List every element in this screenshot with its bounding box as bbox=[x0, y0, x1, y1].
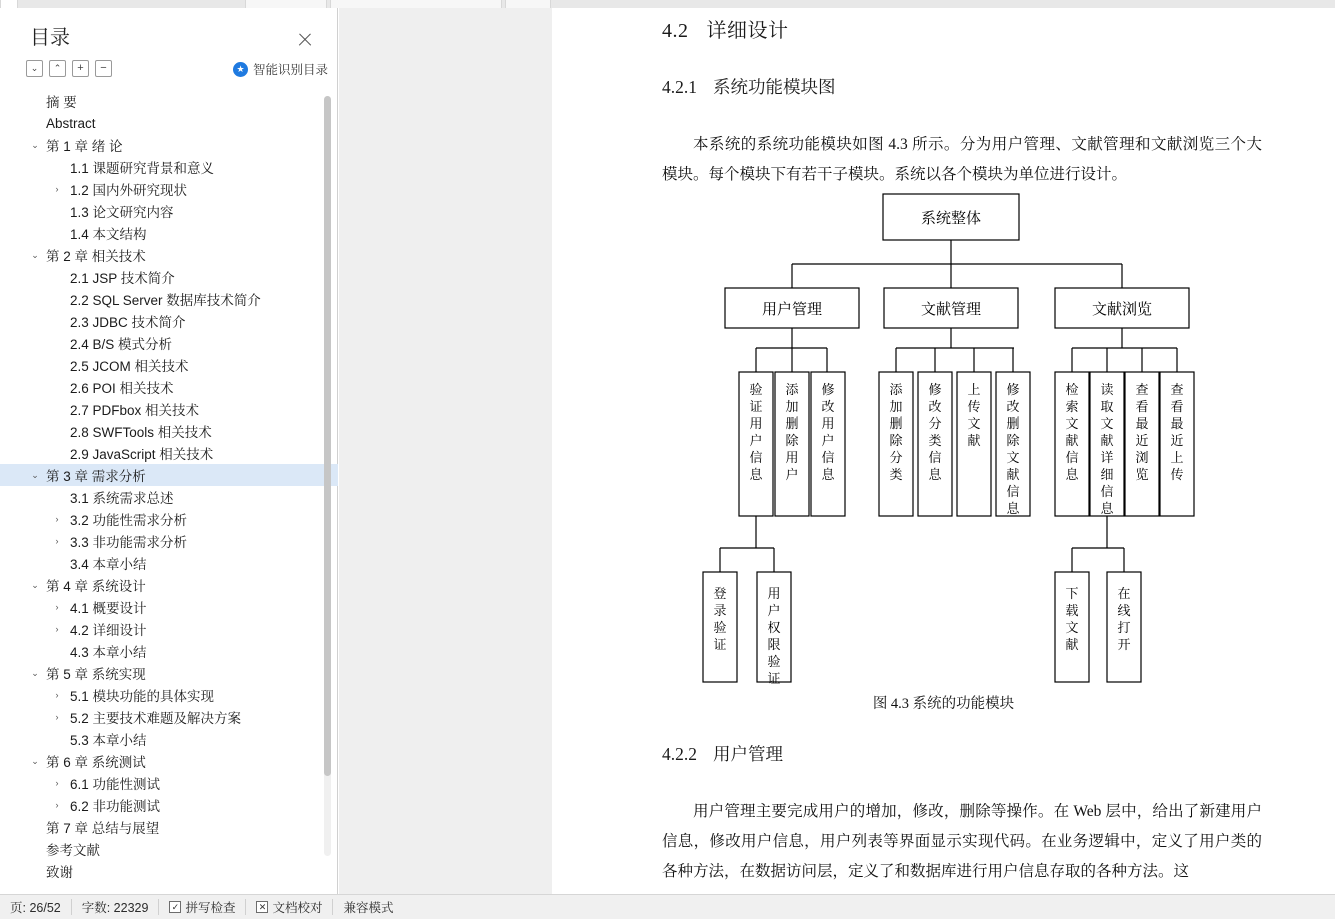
chevron-down-icon[interactable]: ⌄ bbox=[31, 579, 39, 590]
smart-toc-button[interactable] bbox=[233, 60, 328, 78]
outline-item-label: 1.2 国内外研究现状 bbox=[70, 183, 188, 198]
chevron-down-icon: ⌄ bbox=[30, 63, 39, 73]
diagram-leaf-3-4: 查看最近上传 bbox=[1170, 382, 1184, 482]
expand-all-button[interactable] bbox=[49, 60, 66, 77]
outline-item-label: 3.1 系统需求总述 bbox=[70, 491, 174, 506]
proofread-icon: ✕ bbox=[256, 901, 268, 913]
outline-item-label: 第 3 章 需求分析 bbox=[46, 469, 146, 484]
heading-4-2-2-number: 4.2.2 bbox=[662, 744, 697, 764]
no-caret-icon bbox=[50, 204, 64, 218]
outline-item-label: 第 6 章 系统测试 bbox=[46, 755, 146, 770]
smart-toc-label: 智能识别目录 bbox=[252, 63, 328, 77]
no-caret-icon bbox=[50, 226, 64, 240]
document-content bbox=[552, 8, 1335, 894]
spellcheck-icon: ✓ bbox=[169, 901, 181, 913]
outline-item-label: 4.1 概要设计 bbox=[70, 601, 147, 616]
diagram-node-root: 系统整体 bbox=[920, 210, 982, 227]
outline-item[interactable] bbox=[0, 90, 338, 112]
collapse-one-level-button[interactable] bbox=[95, 60, 112, 77]
chevron-up-icon: ⌃ bbox=[53, 63, 62, 73]
outline-item[interactable] bbox=[0, 860, 338, 882]
tab-remnant-4[interactable] bbox=[505, 0, 551, 8]
outline-item-label: 参考文献 bbox=[46, 843, 100, 858]
diagram-node-branch-1: 用户管理 bbox=[761, 301, 823, 318]
outline-item[interactable] bbox=[0, 442, 338, 464]
chevron-right-icon[interactable]: › bbox=[55, 514, 59, 524]
outline-item-label: 4.3 本章小结 bbox=[70, 645, 147, 660]
outline-item-label: 4.2 详细设计 bbox=[70, 623, 147, 638]
status-bar bbox=[0, 894, 1335, 919]
paragraph-1: 本系统的系统功能模块如图 4.3 所示。分为用户管理、文献管理和文献浏览三个大模块。每个模块下有若干子模块。系统以各个模块为单位进行设计。 bbox=[662, 136, 1262, 183]
spellcheck-toggle[interactable] bbox=[159, 895, 245, 920]
outline-item[interactable] bbox=[0, 112, 338, 134]
no-caret-icon bbox=[50, 160, 64, 174]
outline-item-label: 第 5 章 系统实现 bbox=[46, 667, 146, 682]
chevron-right-icon[interactable]: › bbox=[55, 690, 59, 700]
tab-remnant-3[interactable] bbox=[330, 0, 502, 8]
outline-item-label: 摘 要 bbox=[46, 95, 77, 110]
outline-item-label: 1.1 课题研究背景和意义 bbox=[70, 161, 215, 176]
chevron-right-icon[interactable]: › bbox=[55, 778, 59, 788]
outline-item-label: 2.5 JCOM 相关技术 bbox=[70, 359, 189, 374]
no-caret-icon bbox=[50, 556, 64, 570]
outline-item-label: 3.4 本章小结 bbox=[70, 557, 147, 572]
outline-item[interactable] bbox=[0, 684, 338, 706]
diagram-leaf-3-2-1: 在线打开 bbox=[1117, 586, 1131, 652]
outline-item[interactable] bbox=[0, 640, 338, 662]
no-caret-icon bbox=[50, 644, 64, 658]
collapse-all-button[interactable] bbox=[26, 60, 43, 77]
heading-4-2-number: 4.2 bbox=[662, 20, 689, 42]
heading-4-2-2 bbox=[662, 741, 783, 766]
outline-item[interactable] bbox=[0, 420, 338, 442]
diagram-leaf-2-2: 修改分类信息 bbox=[928, 382, 942, 482]
heading-4-2-1 bbox=[662, 74, 836, 99]
diagram-leaf-1-1-1: 登录验证 bbox=[713, 586, 727, 652]
diagram-leaf-2-4: 修改删除文献信息 bbox=[1006, 382, 1020, 516]
outline-item-label: 2.9 JavaScript 相关技术 bbox=[70, 447, 214, 462]
chevron-right-icon[interactable]: › bbox=[55, 800, 59, 810]
no-caret-icon bbox=[50, 424, 64, 438]
outline-item-label: 6.2 非功能测试 bbox=[70, 799, 161, 814]
outline-item[interactable] bbox=[0, 706, 338, 728]
outline-item-label: 第 7 章 总结与展望 bbox=[46, 821, 160, 836]
outline-item-label: 2.8 SWFTools 相关技术 bbox=[70, 425, 212, 440]
no-caret-icon bbox=[50, 490, 64, 504]
no-caret-icon bbox=[50, 732, 64, 746]
proofread-button[interactable] bbox=[246, 895, 332, 920]
outline-item[interactable] bbox=[0, 618, 338, 640]
no-caret-icon bbox=[50, 402, 64, 416]
outline-item[interactable] bbox=[0, 816, 338, 838]
outline-item[interactable] bbox=[0, 596, 338, 618]
figure-caption: 图 4.3 系统的功能模块 bbox=[872, 696, 1015, 712]
chevron-down-icon[interactable]: ⌄ bbox=[31, 667, 39, 678]
outline-item[interactable] bbox=[0, 310, 338, 332]
expand-one-level-button[interactable] bbox=[72, 60, 89, 77]
diagram-leaf-3-1: 检索文献信息 bbox=[1065, 382, 1079, 482]
outline-item[interactable] bbox=[0, 574, 338, 596]
diagram-node-branch-2: 文献管理 bbox=[920, 301, 982, 318]
outline-item-label: 5.3 本章小结 bbox=[70, 733, 147, 748]
paragraph-2: 用户管理主要完成用户的增加，修改，删除等操作。在 Web 层中，给出了新建用户信息，修改用户信息，用户列表等界面显示实现代码。在业务逻辑中，定义了用户类的各种方法，在数据访问层，定义了和数据库进行用户信息存取的各种方法。这 bbox=[662, 803, 1262, 880]
chevron-right-icon[interactable]: › bbox=[55, 712, 59, 722]
diagram-leaf-2-1: 添加删除分类 bbox=[889, 382, 903, 482]
no-caret-icon bbox=[50, 270, 64, 284]
document-page[interactable] bbox=[552, 8, 1335, 894]
diagram-leaf-3-3: 查看最近浏览 bbox=[1135, 382, 1149, 482]
diagram-leaf-1-1: 验证用户信息 bbox=[749, 382, 763, 482]
chevron-right-icon[interactable]: › bbox=[55, 184, 59, 194]
outline-scrollbar-thumb[interactable] bbox=[324, 96, 331, 776]
outline-item[interactable] bbox=[0, 508, 338, 530]
outline-panel bbox=[0, 8, 338, 894]
outline-item-label: 第 4 章 系统设计 bbox=[46, 579, 146, 594]
smart-toc-icon: ★ bbox=[233, 62, 248, 77]
diagram-leaf-2-3: 上传文献 bbox=[967, 382, 981, 448]
tab-remnant-1[interactable] bbox=[0, 0, 18, 8]
outline-item[interactable] bbox=[0, 200, 338, 222]
outline-item[interactable] bbox=[0, 662, 338, 684]
diagram-leaf-1-1-2: 用户权限验证 bbox=[767, 586, 781, 686]
diagram-leaf-1-2: 添加删除用户 bbox=[785, 382, 799, 482]
outline-item-label: 3.2 功能性需求分析 bbox=[70, 513, 188, 528]
no-caret-icon bbox=[28, 116, 42, 130]
proofread-label: 文档校对 bbox=[272, 901, 323, 915]
outline-item-label: 2.2 SQL Server 数据库技术简介 bbox=[70, 293, 261, 308]
no-caret-icon bbox=[50, 336, 64, 350]
outline-item[interactable] bbox=[0, 838, 338, 860]
outline-header bbox=[0, 8, 337, 52]
outline-item[interactable] bbox=[0, 156, 338, 178]
outline-item[interactable] bbox=[0, 772, 338, 794]
no-caret-icon bbox=[50, 446, 64, 460]
outline-item[interactable] bbox=[0, 354, 338, 376]
no-caret-icon bbox=[28, 864, 42, 878]
tab-strip bbox=[0, 0, 1335, 8]
outline-item[interactable] bbox=[0, 134, 338, 156]
chevron-right-icon[interactable]: › bbox=[55, 624, 59, 634]
outline-item[interactable] bbox=[0, 244, 338, 266]
outline-item-label: 2.1 JSP 技术简介 bbox=[70, 271, 175, 286]
diagram-leaf-3-1-1: 下载文献 bbox=[1065, 586, 1079, 652]
minus-icon: − bbox=[100, 62, 107, 74]
no-caret-icon bbox=[50, 314, 64, 328]
outline-item-label: 致谢 bbox=[46, 865, 73, 880]
outline-item[interactable] bbox=[0, 794, 338, 816]
heading-4-2-1-text: 系统功能模块图 bbox=[713, 77, 836, 97]
outline-item[interactable] bbox=[0, 464, 338, 486]
outline-item[interactable] bbox=[0, 376, 338, 398]
outline-item[interactable] bbox=[0, 398, 338, 420]
chevron-down-icon[interactable]: ⌄ bbox=[31, 469, 39, 480]
outline-item-label: 第 1 章 绪 论 bbox=[46, 139, 123, 154]
workspace-background bbox=[339, 8, 552, 894]
outline-item-label: 2.6 POI 相关技术 bbox=[70, 381, 174, 396]
outline-item[interactable] bbox=[0, 552, 338, 574]
no-caret-icon bbox=[50, 292, 64, 306]
heading-4-2-1-number: 4.2.1 bbox=[662, 77, 697, 97]
outline-scrollbar[interactable] bbox=[324, 96, 331, 856]
outline-item-label: 2.3 JDBC 技术简介 bbox=[70, 315, 186, 330]
outline-item-label: 1.3 论文研究内容 bbox=[70, 205, 174, 220]
diagram-leaf-3-2: 读取文献详细信息 bbox=[1100, 382, 1114, 516]
spellcheck-label: 拼写检查 bbox=[185, 901, 236, 915]
outline-item[interactable] bbox=[0, 530, 338, 552]
outline-item[interactable] bbox=[0, 750, 338, 772]
heading-4-2-2-text: 用户管理 bbox=[713, 744, 783, 764]
outline-item[interactable] bbox=[0, 288, 338, 310]
outline-item[interactable] bbox=[0, 178, 338, 200]
outline-item-label: 5.2 主要技术难题及解决方案 bbox=[70, 711, 242, 726]
outline-toolbar bbox=[0, 56, 338, 88]
compatibility-mode[interactable]: 兼容模式 bbox=[343, 901, 394, 915]
outline-item-label: Abstract bbox=[46, 115, 96, 131]
heading-4-2 bbox=[662, 14, 789, 43]
plus-icon: + bbox=[77, 62, 84, 74]
outline-item[interactable] bbox=[0, 266, 338, 288]
outline-item-label: 3.3 非功能需求分析 bbox=[70, 535, 188, 550]
tab-remnant-2[interactable] bbox=[245, 0, 327, 8]
outline-item-label: 2.7 PDFbox 相关技术 bbox=[70, 403, 200, 418]
outline-item-label: 1.4 本文结构 bbox=[70, 227, 147, 242]
outline-item[interactable] bbox=[0, 486, 338, 508]
outline-item[interactable] bbox=[0, 728, 338, 750]
outline-tree[interactable] bbox=[0, 90, 338, 880]
no-caret-icon bbox=[28, 820, 42, 834]
diagram-leaf-1-3: 修改用户信息 bbox=[821, 382, 835, 482]
no-caret-icon bbox=[28, 842, 42, 856]
outline-item-label: 6.1 功能性测试 bbox=[70, 777, 161, 792]
chevron-down-icon[interactable]: ⌄ bbox=[31, 755, 39, 766]
outline-item[interactable] bbox=[0, 222, 338, 244]
chevron-down-icon[interactable]: ⌄ bbox=[31, 249, 39, 260]
page-indicator[interactable]: 页: 26/52 bbox=[10, 901, 61, 915]
chevron-right-icon[interactable]: › bbox=[55, 536, 59, 546]
diagram-node-branch-3: 文献浏览 bbox=[1091, 301, 1153, 318]
close-icon[interactable] bbox=[297, 32, 313, 48]
function-module-diagram bbox=[552, 186, 1335, 686]
outline-title: 目录 bbox=[30, 27, 70, 49]
outline-item-label: 第 2 章 相关技术 bbox=[46, 249, 146, 264]
no-caret-icon bbox=[50, 380, 64, 394]
chevron-right-icon[interactable]: › bbox=[55, 602, 59, 612]
no-caret-icon bbox=[28, 94, 42, 108]
heading-4-2-text: 详细设计 bbox=[706, 20, 789, 42]
outline-item[interactable] bbox=[0, 332, 338, 354]
outline-item-label: 5.1 模块功能的具体实现 bbox=[70, 689, 215, 704]
no-caret-icon bbox=[50, 358, 64, 372]
chevron-down-icon[interactable]: ⌄ bbox=[31, 139, 39, 150]
outline-item-label: 2.4 B/S 模式分析 bbox=[70, 337, 173, 352]
word-count[interactable]: 字数: 22329 bbox=[81, 901, 149, 915]
